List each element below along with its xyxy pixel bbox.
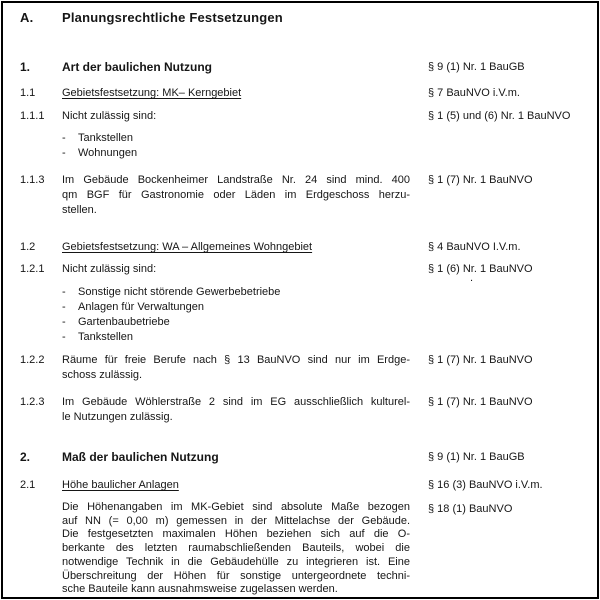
dash-marker: -: [62, 132, 66, 144]
dash-marker: -: [62, 286, 66, 298]
law-reference: § 16 (3) BauNVO i.V.m.: [428, 479, 543, 491]
law-reference: § 1 (7) Nr. 1 BauNVO: [428, 174, 533, 186]
law-reference: § 1 (7) Nr. 1 BauNVO: [428, 396, 533, 408]
bullet-text: Tankstellen: [78, 132, 134, 144]
bullet-text: Sonstige nicht störende Gewerbebetriebe: [78, 286, 281, 298]
bullet-text: Wohnungen: [78, 147, 138, 159]
paragraph-line: berkante des letzten raumabschließenden Bauteils, wobei die: [62, 542, 410, 555]
section-number: A.: [20, 10, 34, 25]
paragraph-line: Räume für freie Berufe nach § 13 BauNVO sind nur im Erdge-: [62, 354, 410, 366]
law-reference: § 9 (1) Nr. 1 BauGB: [428, 61, 525, 73]
bullet-text: Tankstellen: [78, 331, 134, 343]
bullet-item: [62, 146, 600, 161]
section-paragraph: [62, 173, 410, 218]
bullet-item: [62, 315, 600, 330]
section-number: 2.: [20, 450, 31, 464]
law-reference: § 1 (7) Nr. 1 BauNVO: [428, 354, 533, 366]
paragraph-line: Im Gebäude Wöhlerstraße 2 sind im EG ausschließlich kulturel-: [62, 396, 410, 408]
section-paragraph: [62, 395, 410, 425]
section-title: Nicht zulässig sind:: [62, 263, 157, 275]
section-number: 1.2.1: [20, 263, 45, 275]
section-paragraph: [62, 353, 410, 383]
dash-marker: -: [62, 301, 66, 313]
section-number: 1.: [20, 60, 31, 74]
dash-marker: -: [62, 147, 66, 159]
section-number: 1.2: [20, 241, 36, 253]
section-title: Gebietsfestsetzung: MK– Kerngebiet: [62, 87, 242, 99]
paragraph-line: Die festgesetzten maximalen Höhen beziehen sich auf die O-: [62, 528, 410, 541]
law-reference: § 1 (6) Nr. 1 BauNVO: [428, 263, 533, 275]
bullet-list: [0, 131, 600, 161]
section-number: 1.1.1: [20, 110, 45, 122]
law-reference: § 9 (1) Nr. 1 BauGB: [428, 451, 525, 463]
paragraph-line: le Nutzungen zulässig.: [62, 411, 173, 423]
paragraph-line: sche Bauteile kann ausnahmsweise zugelassen werden.: [62, 583, 338, 596]
law-reference: § 4 BauNVO I.V.m.: [428, 241, 521, 253]
paragraph-line: auf NN (= 0,00 m) gemessen in der Mittelachse der Gebäude.: [62, 514, 410, 527]
paragraph-line: notwendige Technik in die Gebäudehülle zu integrieren ist. Eine: [62, 555, 410, 568]
section-title: Nicht zulässig sind:: [62, 110, 157, 122]
dash-marker: -: [62, 331, 66, 343]
section-number: 1.2.3: [20, 396, 45, 408]
bullet-item: [62, 285, 600, 300]
section-number: 1.2.2: [20, 354, 45, 366]
stray-mark: .: [470, 272, 474, 284]
section-title: Maß der baulichen Nutzung: [62, 450, 219, 464]
bullet-item: [62, 131, 600, 146]
section-number: 2.1: [20, 479, 36, 491]
section-title: Art der baulichen Nutzung: [62, 60, 212, 74]
section-title: Gebietsfestsetzung: WA – Allgemeines Wohngebiet: [62, 241, 313, 253]
bullet-text: Gartenbaubetriebe: [78, 316, 170, 328]
bullet-list: [0, 285, 600, 345]
paragraph-line: stellen.: [62, 204, 97, 216]
section-title: Höhe baulicher Anlagen: [62, 479, 179, 491]
bullet-item: [62, 300, 600, 315]
paragraph-line: qm BGF für Gastronomie oder Läden im Erdgeschoss herzu-: [62, 189, 410, 201]
law-reference: § 7 BauNVO i.V.m.: [428, 87, 520, 99]
section-number: 1.1.3: [20, 174, 45, 186]
law-reference: § 18 (1) BauNVO: [428, 503, 513, 515]
bullet-text: Anlagen für Verwaltungen: [78, 301, 204, 313]
section-number: 1.1: [20, 87, 36, 99]
paragraph-line: schoss zulässig.: [62, 369, 143, 381]
law-reference: § 1 (5) und (6) Nr. 1 BauNVO: [428, 110, 571, 122]
dash-marker: -: [62, 316, 66, 328]
paragraph-line: Im Gebäude Bockenheimer Landstraße Nr. 24 sind mind. 400: [62, 174, 410, 186]
section-title: Planungsrechtliche Festsetzungen: [62, 10, 283, 25]
paragraph-line: Überschreitung der Höhen für sonstige untergeordnete techni-: [62, 569, 410, 582]
paragraph-line: Die Höhenangaben im MK-Gebiet sind absolute Maße bezogen: [62, 501, 410, 513]
bullet-item: [62, 330, 600, 345]
section-paragraph: [62, 501, 410, 597]
